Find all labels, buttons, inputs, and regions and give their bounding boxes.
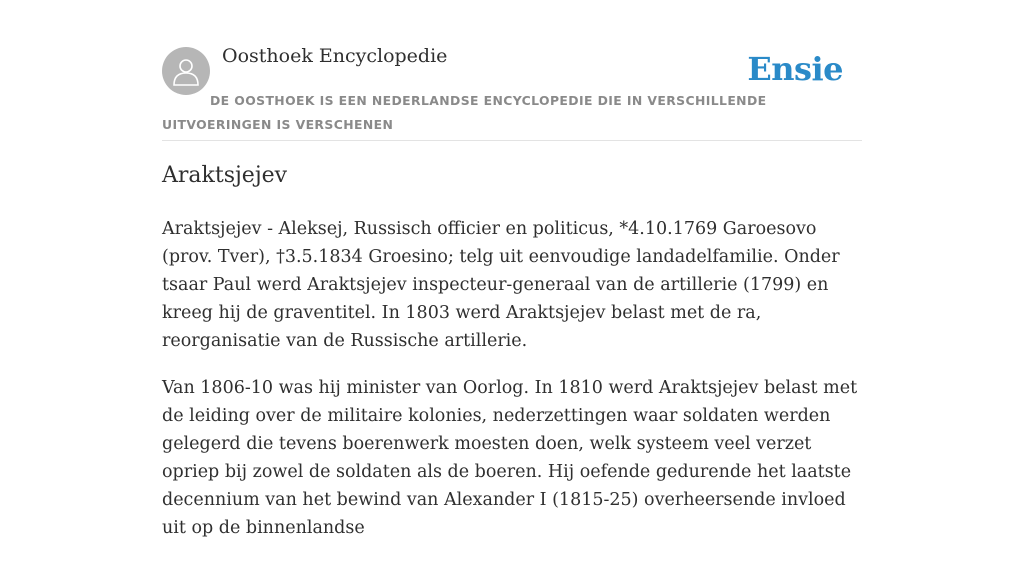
user-avatar-icon[interactable] — [162, 47, 210, 95]
ensie-logo[interactable]: Ensie — [747, 50, 843, 88]
content-container — [162, 0, 862, 538]
article-title: Araktsjejev — [162, 163, 288, 188]
site-name-link[interactable]: Oosthoek Encyclopedie — [222, 45, 448, 67]
site-header — [162, 0, 862, 141]
site-tagline: DE OOSTHOEK IS EEN NEDERLANDSE ENCYCLOPEDIE DIE IN VERSCHILLENDE UITVOERINGEN IS VERSCHENEN — [162, 93, 767, 132]
article-paragraph: Araktsjejev - Aleksej, Russisch officier en politicus, *4.10.1769 Garoesovo (prov. Tver), †3.5.1834 Groesino; telg uit eenvoudige landadelfamilie. Onder tsaar Paul werd Araktsjejev inspecteur-generaal van de artillerie (1799) en kreeg hij de graventitel. In 1803 werd Araktsjejev belast met de ra, reorganisatie van de Russische artillerie. — [162, 219, 840, 351]
user-silhouette-icon — [172, 56, 200, 86]
article-paragraph: Van 1806-10 was hij minister van Oorlog. In 1810 werd Araktsjejev belast met de leiding over de militaire kolonies, nederzettingen waar soldaten werden gelegerd die tevens boerenwerk moesten doen, welk systeem veel verzet opriep bij zowel de soldaten als de boeren. Hij oefende gedurende het laatste decennium van het bewind van Alexander I (1815-25) overheersende invloed uit op de binnenlandse — [162, 378, 858, 538]
article-body — [162, 215, 862, 561]
